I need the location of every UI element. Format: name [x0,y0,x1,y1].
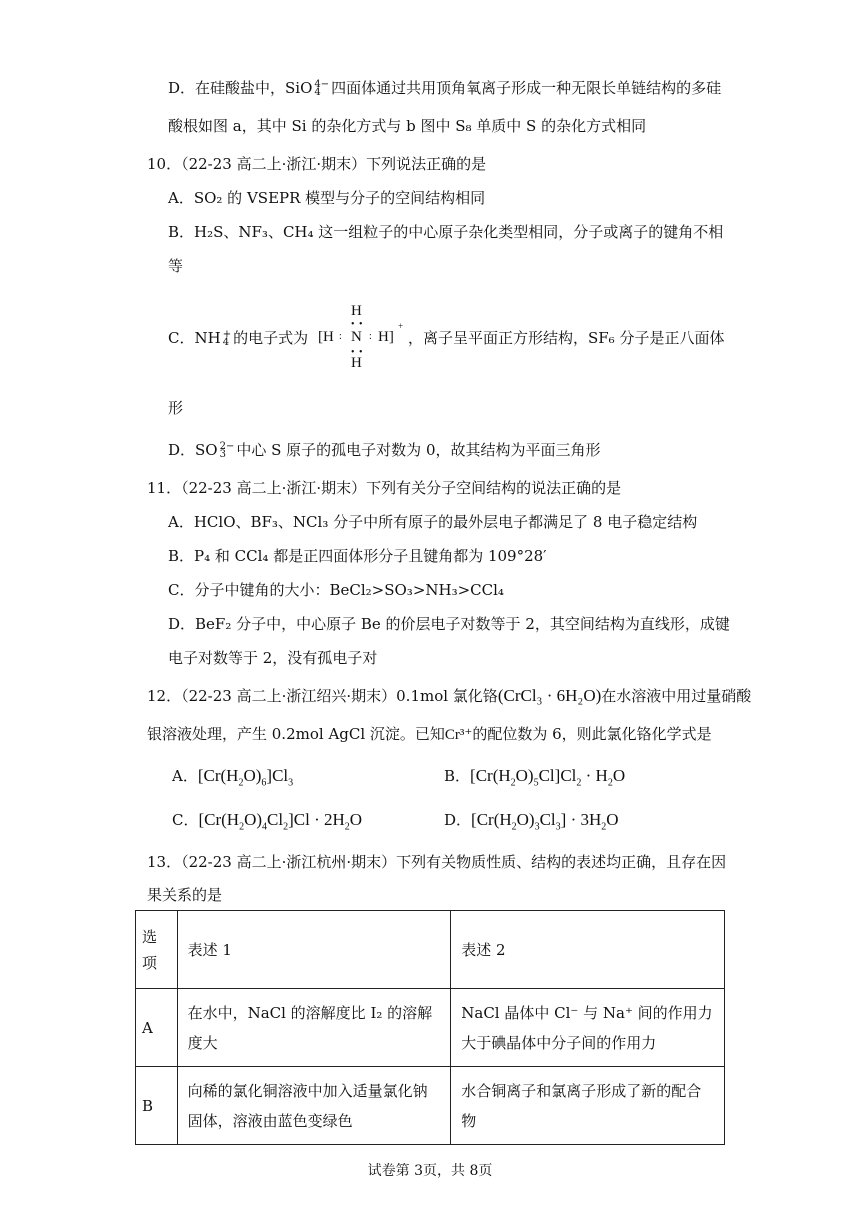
q11-option-c: C．分子中键角的大小：BeCl₂>SO₃>NH₃>CCl₄ [168,581,504,599]
row-statement-2: NaCl 晶体中 Cl⁻ 与 Na⁺ 间的作用力大于碘晶体中分子间的作用力 [451,989,725,1067]
q12-option-c: C．$[Cr(H_2O)_4Cl_2]Cl \cdot 2H_2O$ [172,810,363,833]
header-statement-2: 表述 2 [451,911,725,989]
q11-option-b: B．P₄ 和 CCl₄ 都是正四面体形分子且键角都为 109°28′ [168,547,547,565]
q12-option-a: A．$[Cr(H_2O)_6]Cl_3$ [172,766,294,789]
row-statement-1: 向稀的氯化铜溶液中加入适量氯化钠固体，溶液由蓝色变绿色 [177,1067,451,1145]
q12-stem-line1: 12．（22-23 高二上·浙江绍兴·期末）0.1mol 氯化铬(CrCl₃ · 6H₂O)在水溶液中用过量硝酸 [147,686,752,705]
nh4-electron-formula-image: H • • [H : N : H] + • • H [318,303,404,371]
q10-option-c-line1-end: ，离子呈平面正方形结构，SF₆ 分子是正八面体 [408,329,725,347]
q10-option-b-line2: 等 [168,257,184,275]
q10-option-d: D．SO 2− 3 中心 S 原子的孤电子对数为 0，故其结构为平面三角形 [168,441,601,460]
q12-option-b: B．$[Cr(H_2O)_5Cl]Cl_2 \cdot H_2O$ [444,766,626,789]
q11-stem: 11．（22-23 高二上·浙江·期末）下列有关分子空间结构的说法正确的是 [147,479,622,497]
q10-option-a: A．SO₂ 的 VSEPR 模型与分子的空间结构相同 [168,189,486,207]
header-statement-1: 表述 1 [177,911,451,989]
q10-option-c-line2: 形 [168,399,184,417]
q10-option-b-line1: B．H₂S、NF₃、CH₄ 这一组粒子的中心原子杂化类型相同，分子或离子的键角不相 [168,223,724,241]
q13-stem-line2: 果关系的是 [147,886,223,904]
q11-option-a: A．HClO、BF₃、NCl₃ 分子中所有原子的最外层电子都满足了 8 电子稳定结构 [168,513,698,531]
q10-option-c-line1: C．NH + 4 的电子式为 [168,329,309,348]
header-option: 选项 [136,911,178,989]
table-header-row [136,911,725,989]
q9-option-d-line1: D．在硅酸盐中，SiO 4− 4 四面体通过共用顶角氧离子形成一种无限长单链结构的多硅 [168,79,722,98]
row-option: A [136,989,178,1067]
q9-option-d-line2: 酸根如图 a，其中 Si 的杂化方式与 b 图中 S₈ 单质中 S 的杂化方式相同 [168,117,647,135]
row-statement-1: 在水中，NaCl 的溶解度比 I₂ 的溶解度大 [177,989,451,1067]
q13-table [135,910,725,1145]
q13-stem-line1: 13．（22-23 高二上·浙江杭州·期末）下列有关物质性质、结构的表述均正确，且存在因 [147,853,727,871]
q11-option-d-line1: D．BeF₂ 分子中，中心原子 Be 的价层电子对数等于 2，其空间结构为直线形，成键 [168,615,730,633]
table-row [136,1067,725,1145]
q12-option-d: D．$[Cr(H_2O)_3Cl_3] \cdot 3H_2O$ [444,810,619,833]
row-option: B [136,1067,178,1145]
q10-stem: 10．（22-23 高二上·浙江·期末）下列说法正确的是 [147,155,487,173]
q11-option-d-line2: 电子对数等于 2，没有孤电子对 [168,649,378,667]
q12-stem-line2: 银溶液处理，产生 0.2mol AgCl 沉淀。已知Cr³⁺的配位数为 6，则此氯化铬化学式是 [147,725,712,743]
row-statement-2: 水合铜离子和氯离子形成了新的配合物 [451,1067,725,1145]
page-footer: 试卷第 3页，共 8页 [367,1163,493,1179]
table-row [136,989,725,1067]
